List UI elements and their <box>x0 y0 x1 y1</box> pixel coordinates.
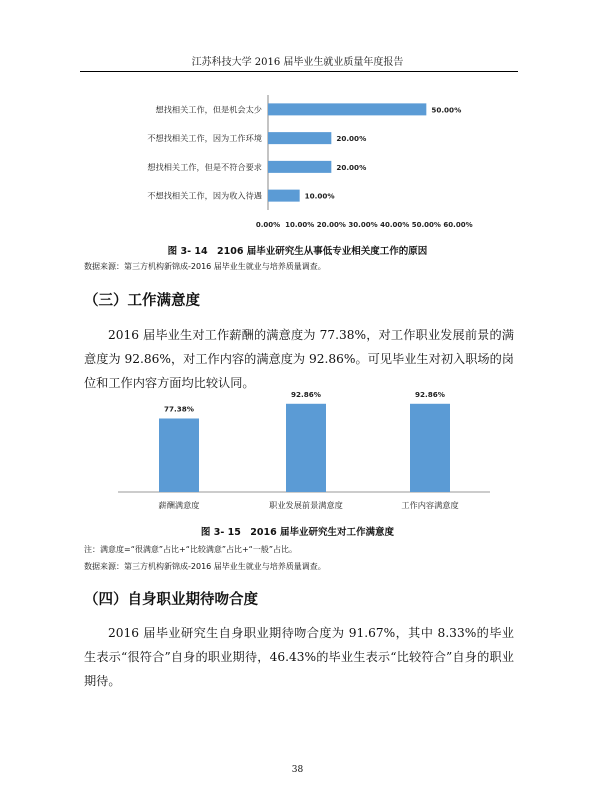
data-label-2: 92.86% <box>291 390 321 399</box>
section-heading-career-expectation: （四）自身职业期待吻合度 <box>84 592 258 608</box>
section-heading-job-satisfaction: （三）工作满意度 <box>84 293 200 309</box>
bar-1 <box>159 418 199 492</box>
figure-3-15-note: 注：满意度=“很满意”占比+“比较满意”占比+“一般”占比。 <box>84 545 297 554</box>
category-label-2: 职业发展前景满意度 <box>269 500 343 510</box>
category-label-1: 想找相关工作，但是机会太少 <box>155 104 262 115</box>
bar-1 <box>268 103 426 115</box>
data-label-1: 50.00% <box>431 105 462 115</box>
x-tick-label-4: 30.00% <box>348 221 378 229</box>
x-tick-label-5: 40.00% <box>380 221 410 229</box>
category-label-1: 薪酬满意度 <box>158 500 200 510</box>
figure-3-15-source: 数据来源：第三方机构新锦成-2016 届毕业生就业与培养质量调查。 <box>84 562 326 571</box>
data-label-1: 77.38% <box>164 404 194 414</box>
bar-3 <box>410 404 450 492</box>
satisfaction-bar-chart <box>0 390 595 515</box>
career-expectation-paragraph: 2016 届毕业研究生自身职业期待吻合度为 91.67%，其中 8.33%的毕业生表示“很符合”自身的职业期待，46.43%的毕业生表示“比较符合”自身的职业期待。 <box>84 626 514 688</box>
bar-3 <box>268 161 331 173</box>
x-tick-label-1: 0.00% <box>255 221 281 229</box>
data-label-4: 10.00% <box>304 191 335 201</box>
reasons-bar-chart <box>0 90 595 235</box>
category-label-3: 工作内容满意度 <box>401 500 459 510</box>
category-label-4: 不想找相关工作，因为收入待遇 <box>147 190 262 201</box>
figure-3-14-source: 数据来源：第三方机构新锦成-2016 届毕业生就业与培养质量调查。 <box>84 262 326 271</box>
bar-4 <box>268 190 300 202</box>
figure-3-14-caption: 图 3- 14 2106 届毕业研究生从事低专业相关度工作的原因 <box>167 246 428 257</box>
data-label-3: 92.86% <box>415 390 445 399</box>
data-label-2: 20.00% <box>336 134 367 144</box>
category-label-3: 想找相关工作，但是不符合要求 <box>147 161 262 172</box>
bar-2 <box>268 132 331 144</box>
page-header-title: 江苏科技大学 2016 届毕业生就业质量年度报告 <box>191 57 404 68</box>
job-satisfaction-paragraph: 2016 届毕业生对工作薪酬的满意度为 77.38%，对工作职业发展前景的满意度为 92.86%，对工作内容的满意度为 92.86%。可见毕业生对初入职场的岗位和工作内容方面均比较认同。 <box>84 328 514 390</box>
page-number: 38 <box>291 765 304 775</box>
x-tick-label-3: 20.00% <box>316 221 346 229</box>
x-tick-label-7: 60.00% <box>443 221 473 229</box>
category-label-2: 不想找相关工作，因为工作环境 <box>147 133 262 144</box>
x-tick-label-2: 10.00% <box>285 221 315 229</box>
data-label-3: 20.00% <box>336 162 367 172</box>
header-divider <box>80 71 518 72</box>
bar-2 <box>286 404 326 492</box>
x-tick-label-6: 50.00% <box>411 221 441 229</box>
figure-3-15-caption: 图 3- 15 2016 届毕业研究生对工作满意度 <box>200 527 395 538</box>
